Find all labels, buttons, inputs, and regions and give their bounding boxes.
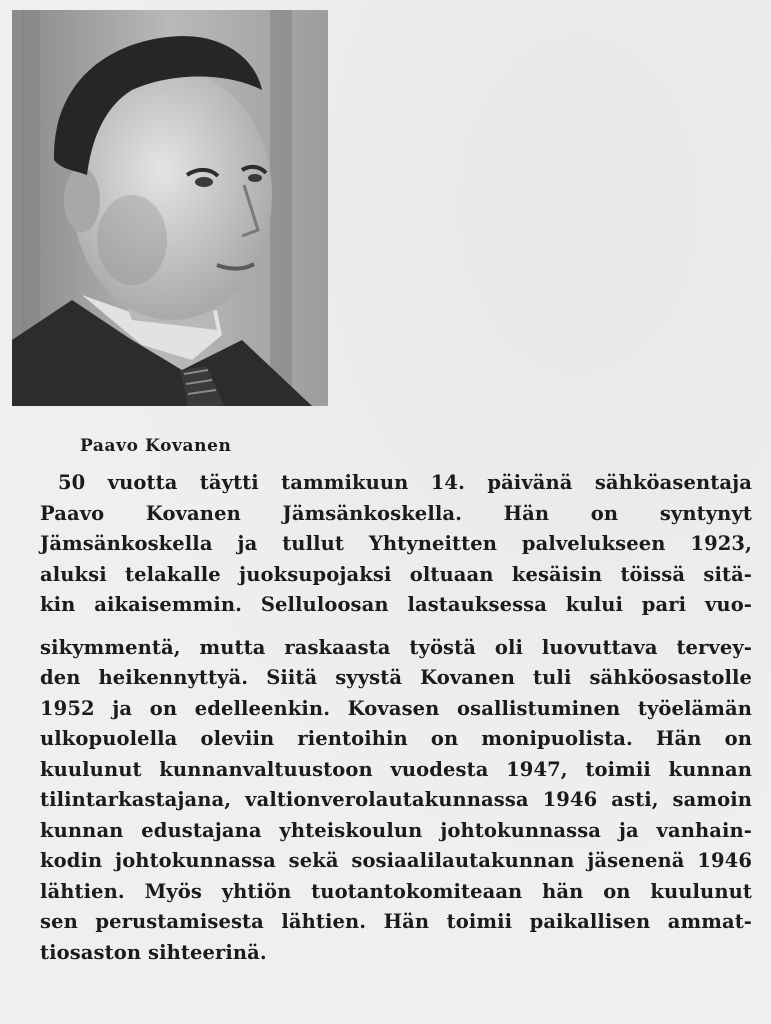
text-line: sen perustamisesta lähtien. Hän toimii paikallisen ammat- [40, 910, 752, 933]
text-line: aluksi telakalle juoksupojaksi oltuaan kesäisin töissä sitä- [40, 562, 752, 586]
text-line: sikymmentä, mutta raskaasta työstä oli luovuttava tervey- [40, 635, 752, 659]
photo-caption: Paavo Kovanen [80, 436, 232, 456]
text-line: kuulunut kunnanvaltuustoon vuodesta 1947, toimii kunnan [40, 757, 752, 781]
text-line: lähtien. Myös yhtiön tuotantokomiteaan hän on kuulunut [40, 879, 752, 903]
text-line: 1952 ja on edelleenkin. Kovasen osallistuminen työelämän [40, 696, 752, 720]
portrait-photo [12, 10, 328, 406]
text-line: Paavo Kovanen Jämsänkoskella. Hän on syntynyt [40, 501, 752, 525]
article-body [40, 468, 752, 968]
text-line: kunnan edustajana yhteiskoulun johtokunnassa ja vanhain- [40, 818, 752, 842]
text-line: kin aikaisemmin. Selluloosan lastauksessa kului pari vuo- [40, 593, 752, 616]
text-line: ulkopuolella oleviin rientoihin on monipuolista. Hän on [40, 727, 752, 750]
text-line: 50 vuotta täytti tammikuun 14. päivänä sähköasentaja [58, 471, 752, 494]
text-line: Jämsänkoskella ja tullut Yhtyneitten palvelukseen 1923, [40, 532, 752, 555]
text-line: tiosaston sihteerinä. [40, 940, 267, 964]
text-line: den heikennyttyä. Siitä syystä Kovanen tuli sähköosastolle [40, 666, 752, 689]
text-line: tilintarkastajana, valtionverolautakunnassa 1946 asti, samoin [40, 788, 752, 811]
text-line: kodin johtokunnassa sekä sosiaalilautakunnan jäsenenä 1946 [40, 849, 752, 872]
